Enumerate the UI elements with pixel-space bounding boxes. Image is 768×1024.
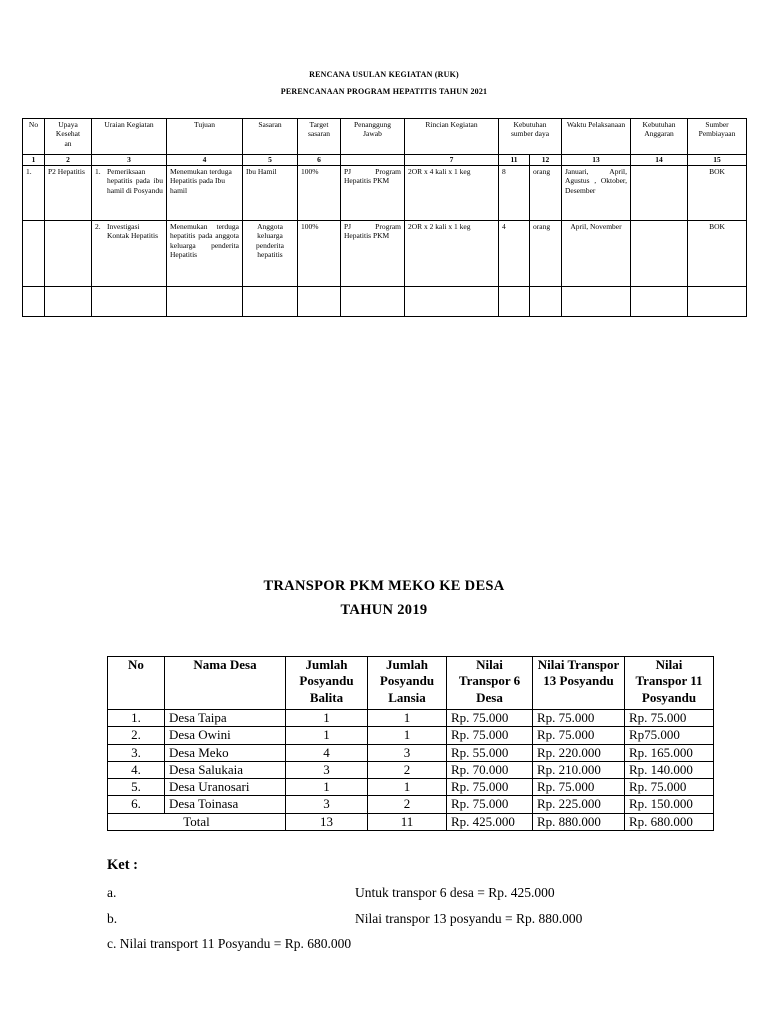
row-uraian: 1. Pemeriksaan hepatitis pada ibu hamil di Posyandu: [92, 166, 167, 221]
transpor-cell-nilai13: Rp. 75.000: [533, 779, 625, 796]
empty-cell: [530, 287, 562, 317]
transpor-cell-nilai11: Rp75.000: [625, 727, 714, 744]
ket-b-label: b.: [107, 911, 118, 926]
header-sasaran: Sasaran: [243, 119, 298, 155]
transpor-row: [108, 796, 714, 813]
transpor-cell-balita: 1: [286, 710, 368, 727]
transpor-cell-lansia: 1: [368, 779, 447, 796]
header-uraian-kegiatan: Uraian Kegiatan: [92, 119, 167, 155]
transpor-cell-nilai6: Rp. 55.000: [447, 744, 533, 761]
transpor-header-row: [108, 657, 714, 710]
transpor-subtitle: TAHUN 2019: [340, 602, 428, 618]
transpor-cell-nilai11: Rp. 75.000: [625, 710, 714, 727]
header-kebutuhan-sumber-daya: Kebutuhan sumber daya: [499, 119, 562, 155]
empty-cell: [92, 287, 167, 317]
transpor-cell-lansia: 1: [368, 710, 447, 727]
header-upaya-kesehatan: Upaya Kesehat an: [45, 119, 92, 155]
column-number: 6: [298, 155, 341, 166]
header-nilai-transpor-6-desa: Nilai Transpor 6 Desa: [447, 657, 533, 710]
transpor-cell-no: 2.: [108, 727, 165, 744]
total-lansia: 11: [368, 813, 447, 830]
column-number: [341, 155, 405, 166]
row-kebutuhan-jumlah: 4: [499, 221, 530, 287]
row-kebutuhan-satuan: orang: [530, 221, 562, 287]
header-no: No: [108, 657, 165, 710]
transpor-table: [107, 656, 714, 831]
column-number: 5: [243, 155, 298, 166]
row-target: 100%: [298, 221, 341, 287]
transpor-total-row: [108, 813, 714, 830]
transpor-row: [108, 710, 714, 727]
header-tujuan: Tujuan: [167, 119, 243, 155]
transpor-cell-nilai6: Rp. 75.000: [447, 727, 533, 744]
header-rincian-kegiatan: Rincian Kegiatan: [405, 119, 499, 155]
ket-a-label: a.: [107, 885, 117, 900]
transpor-cell-desa: Desa Meko: [165, 744, 286, 761]
transpor-cell-lansia: 3: [368, 744, 447, 761]
row-penanggung-jawab: PJ Program Hepatitis PKM: [341, 166, 405, 221]
row-tujuan: Menemukan terduga hepatitis pada anggota keluarga penderita Hepatitis: [167, 221, 243, 287]
transpor-cell-no: 4.: [108, 761, 165, 778]
transpor-row: [108, 744, 714, 761]
row-sasaran: Ibu Hamil: [243, 166, 298, 221]
transpor-cell-balita: 1: [286, 779, 368, 796]
transpor-row: [108, 727, 714, 744]
transpor-title: TRANSPOR PKM MEKO KE DESA: [263, 578, 505, 594]
ruk-row: [23, 166, 747, 221]
ket-c-text: c. Nilai transport 11 Posyandu = Rp. 680.000: [107, 936, 352, 951]
column-number: 12: [530, 155, 562, 166]
header-nilai-transpor-13-posyandu: Nilai Transpor 13 Posyandu: [533, 657, 625, 710]
row-sumber: BOK: [688, 221, 747, 287]
total-label: Total: [108, 813, 286, 830]
transpor-cell-nilai11: Rp. 150.000: [625, 796, 714, 813]
ket-b-text: Nilai transpor 13 posyandu = Rp. 880.000: [355, 911, 583, 926]
transpor-cell-balita: 3: [286, 796, 368, 813]
row-sumber: BOK: [688, 166, 747, 221]
transpor-cell-nilai13: Rp. 225.000: [533, 796, 625, 813]
header-target-sasaran: Target sasaran: [298, 119, 341, 155]
transpor-cell-lansia: 2: [368, 796, 447, 813]
transpor-cell-nilai13: Rp. 75.000: [533, 727, 625, 744]
row-anggaran: [631, 221, 688, 287]
transpor-cell-no: 6.: [108, 796, 165, 813]
empty-cell: [688, 287, 747, 317]
transpor-cell-lansia: 1: [368, 727, 447, 744]
column-number: 7: [405, 155, 499, 166]
ruk-table: [22, 118, 747, 317]
transpor-cell-nilai13: Rp. 75.000: [533, 710, 625, 727]
transpor-cell-nilai13: Rp. 220.000: [533, 744, 625, 761]
ket-a-text: Untuk transpor 6 desa = Rp. 425.000: [355, 885, 555, 900]
ruk-row: [23, 221, 747, 287]
transpor-cell-balita: 1: [286, 727, 368, 744]
header-nama-desa: Nama Desa: [165, 657, 286, 710]
empty-cell: [298, 287, 341, 317]
column-number: 4: [167, 155, 243, 166]
transpor-cell-no: 5.: [108, 779, 165, 796]
total-balita: 13: [286, 813, 368, 830]
transpor-cell-balita: 3: [286, 761, 368, 778]
transpor-cell-nilai13: Rp. 210.000: [533, 761, 625, 778]
row-sasaran: Anggota keluarga penderita hepatitis: [243, 221, 298, 287]
row-kebutuhan-jumlah: 8: [499, 166, 530, 221]
column-number: 2: [45, 155, 92, 166]
transpor-cell-nilai6: Rp. 75.000: [447, 796, 533, 813]
empty-cell: [167, 287, 243, 317]
header-jumlah-posyandu-lansia: Jumlah Posyandu Lansia: [368, 657, 447, 710]
row-no: 1.: [23, 166, 45, 221]
total-nilai-6: Rp. 425.000: [447, 813, 533, 830]
header-penanggung-jawab: Penanggung Jawab: [341, 119, 405, 155]
transpor-cell-balita: 4: [286, 744, 368, 761]
total-nilai-11: Rp. 680.000: [625, 813, 714, 830]
empty-cell: [405, 287, 499, 317]
empty-cell: [23, 287, 45, 317]
transpor-cell-nilai11: Rp. 140.000: [625, 761, 714, 778]
header-jumlah-posyandu-balita: Jumlah Posyandu Balita: [286, 657, 368, 710]
ket-title: Ket :: [107, 857, 138, 873]
column-number: 11: [499, 155, 530, 166]
transpor-cell-nilai11: Rp. 165.000: [625, 744, 714, 761]
ruk-header-row: [23, 119, 747, 155]
header-nilai-transpor-11-posyandu: Nilai Transpor 11 Posyandu: [625, 657, 714, 710]
column-number: 14: [631, 155, 688, 166]
ruk-title: RENCANA USULAN KEGIATAN (RUK): [309, 70, 459, 79]
header-sumber-pembiayaan: Sumber Pembiayaan: [688, 119, 747, 155]
row-rincian: 2OR x 4 kali x 1 keg: [405, 166, 499, 221]
ruk-empty-row: [23, 287, 747, 317]
column-number: 3: [92, 155, 167, 166]
total-nilai-13: Rp. 880.000: [533, 813, 625, 830]
empty-cell: [45, 287, 92, 317]
row-waktu: Januari, April, Agustus , Oktober, Desember: [562, 166, 631, 221]
column-number: 1: [23, 155, 45, 166]
row-upaya: [45, 221, 92, 287]
column-number: 13: [562, 155, 631, 166]
transpor-cell-desa: Desa Uranosari: [165, 779, 286, 796]
row-tujuan: Menemukan terduga Hepatitis pada Ibu hamil: [167, 166, 243, 221]
transpor-row: [108, 779, 714, 796]
row-uraian: 2. Investigasi Kontak Hepatitis: [92, 221, 167, 287]
header-waktu-pelaksanaan: Waktu Pelaksanaan: [562, 119, 631, 155]
transpor-body: [108, 710, 714, 814]
empty-cell: [341, 287, 405, 317]
transpor-cell-nilai6: Rp. 75.000: [447, 710, 533, 727]
transpor-cell-desa: Desa Owini: [165, 727, 286, 744]
transpor-row: [108, 761, 714, 778]
empty-cell: [562, 287, 631, 317]
row-no: [23, 221, 45, 287]
transpor-cell-desa: Desa Salukaia: [165, 761, 286, 778]
empty-cell: [243, 287, 298, 317]
row-target: 100%: [298, 166, 341, 221]
row-penanggung-jawab: PJ Program Hepatitis PKM: [341, 221, 405, 287]
empty-cell: [631, 287, 688, 317]
transpor-cell-no: 3.: [108, 744, 165, 761]
transpor-cell-nilai11: Rp. 75.000: [625, 779, 714, 796]
row-rincian: 2OR x 2 kali x 1 keg: [405, 221, 499, 287]
transpor-cell-desa: Desa Taipa: [165, 710, 286, 727]
header-no: No: [23, 119, 45, 155]
transpor-cell-no: 1.: [108, 710, 165, 727]
row-kebutuhan-satuan: orang: [530, 166, 562, 221]
transpor-cell-desa: Desa Toinasa: [165, 796, 286, 813]
row-anggaran: [631, 166, 688, 221]
ruk-subtitle: PERENCANAAN PROGRAM HEPATITIS TAHUN 2021: [280, 87, 488, 96]
row-upaya: P2 Hepatitis: [45, 166, 92, 221]
ruk-number-row: [23, 155, 747, 166]
header-kebutuhan-anggaran: Kebutuhan Anggaran: [631, 119, 688, 155]
empty-cell: [499, 287, 530, 317]
transpor-cell-lansia: 2: [368, 761, 447, 778]
transpor-cell-nilai6: Rp. 70.000: [447, 761, 533, 778]
transpor-cell-nilai6: Rp. 75.000: [447, 779, 533, 796]
column-number: 15: [688, 155, 747, 166]
row-waktu: April, November: [562, 221, 631, 287]
